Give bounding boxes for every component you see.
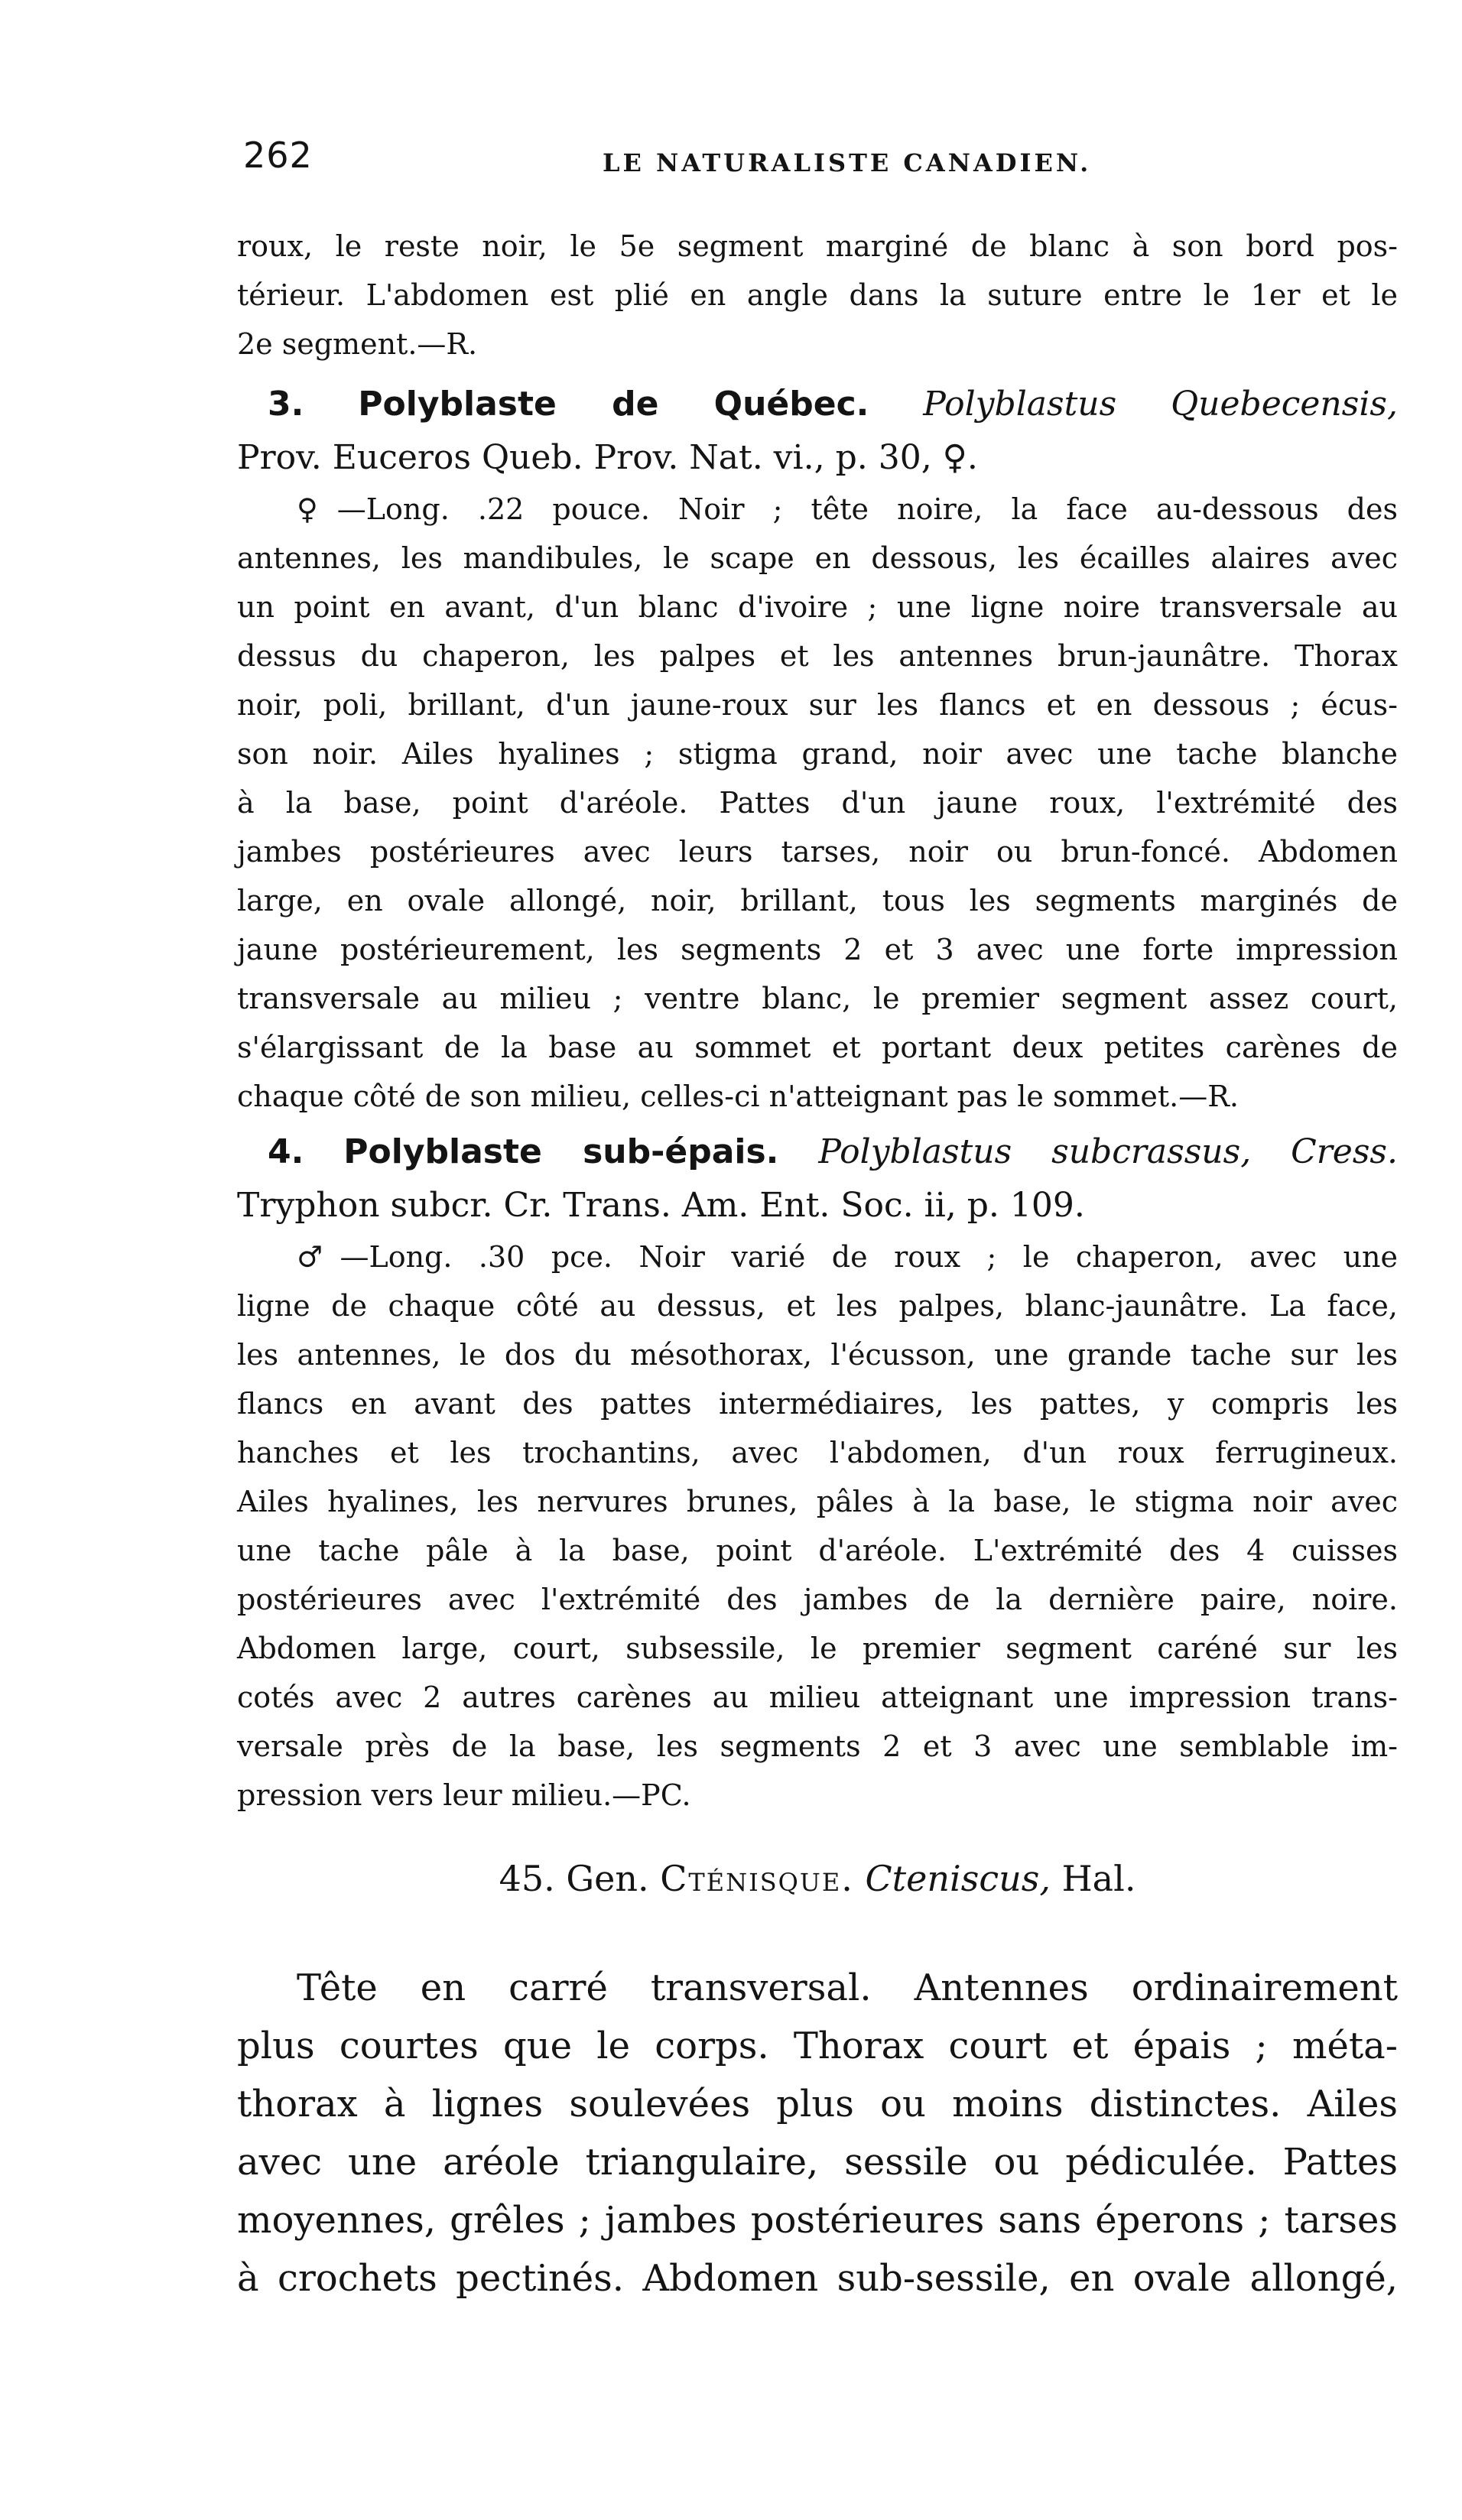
genus-heading-line — [237, 1858, 1398, 1899]
genus-number: 45. — [499, 1858, 555, 1899]
text-line: à crochets pectinés. Abdomen sub-sessile, en ovale allongé, — [237, 2257, 1398, 2300]
text-line: versale près de la base, les segments 2 et 3 avec une semblable im- — [237, 1729, 1398, 1763]
text-line: antennes, les mandibules, le scape en dessous, les écailles alaires avec — [237, 541, 1398, 575]
genus-french-name: Cténisque. — [660, 1858, 854, 1899]
species-synonymy: Prov. Euceros Queb. Prov. Nat. vi., p. 30, ♀. — [237, 438, 978, 477]
page-body — [237, 222, 1398, 2307]
text-line: jaune postérieurement, les segments 2 et 3 avec une forte impression — [237, 933, 1398, 966]
genus-word: Gen. — [566, 1858, 649, 1899]
page-number: 262 — [243, 135, 313, 176]
text-line: hanches et les trochantins, avec l'abdomen, d'un roux ferrugineux. — [237, 1436, 1398, 1469]
text-line: roux, le reste noir, le 5e segment marginé de blanc à son bord pos- — [237, 229, 1398, 263]
text-line: 2e segment.—R. — [237, 327, 478, 361]
species-entry-3 — [237, 378, 1398, 1121]
text-line: avec une aréole triangulaire, sessile ou pédiculée. Pattes — [237, 2141, 1398, 2184]
text-line: Abdomen large, court, subsessile, le premier segment caréné sur les — [237, 1632, 1398, 1665]
text-line: ligne de chaque côté au dessus, et les palpes, blanc-jaunâtre. La face, — [237, 1289, 1398, 1323]
text-line: son noir. Ailes hyalines ; stigma grand, noir avec une tache blanche — [237, 737, 1398, 771]
text-line: cotés avec 2 autres carènes au milieu atteignant une impression trans- — [237, 1681, 1398, 1714]
species-name: Polyblaste de Québec. — [358, 385, 869, 424]
text-line: une tache pâle à la base, point d'aréole. L'extrémité des 4 cuisses — [237, 1534, 1398, 1567]
genus-heading — [237, 1843, 1398, 1957]
page-header — [243, 135, 1390, 188]
text-line: noir, poli, brillant, d'un jaune-roux sur les flancs et en dessous ; écus- — [237, 688, 1398, 722]
text-line: chaque côté de son milieu, celles-ci n'atteignant pas le sommet.—R. — [237, 1080, 1239, 1113]
species-entry-4 — [237, 1125, 1398, 1820]
continuation-paragraph — [237, 222, 1398, 369]
genus-latin-name: Cteniscus, — [865, 1858, 1051, 1899]
species-synonymy: Tryphon subcr. Cr. Trans. Am. Ent. Soc. ii, p. 109. — [237, 1186, 1085, 1225]
species-latin-name: Polyblastus subcrassus, Cress. — [818, 1132, 1398, 1171]
text-line: dessus du chaperon, les palpes et les antennes brun-jaunâtre. Thorax — [237, 639, 1398, 673]
text-line: transversale au milieu ; ventre blanc, le premier segment assez court, — [237, 982, 1398, 1015]
species-number: 3. — [268, 385, 304, 424]
running-head: LE NATURALISTE CANADIEN. — [603, 148, 1092, 177]
species-latin-name: Polyblastus Quebecensis, — [923, 385, 1398, 424]
text-line: postérieures avec l'extrémité des jambes de la dernière paire, noire. — [237, 1583, 1398, 1616]
genus-author: Hal. — [1061, 1858, 1136, 1899]
text-line: Ailes hyalines, les nervures brunes, pâles à la base, le stigma noir avec — [237, 1485, 1398, 1518]
text-line: un point en avant, d'un blanc d'ivoire ; une ligne noire transversale au — [237, 590, 1398, 624]
text-line: ♀—Long. .22 pouce. Noir ; tête noire, la face au-dessous des — [297, 492, 1398, 526]
species-name: Polyblaste sub-épais. — [343, 1132, 779, 1171]
text-line: Tête en carré transversal. Antennes ordinairement — [297, 1966, 1398, 2009]
text-line: ♂—Long. .30 pce. Noir varié de roux ; le chaperon, avec une — [297, 1240, 1398, 1274]
text-line: jambes postérieures avec leurs tarses, noir ou brun-foncé. Abdomen — [237, 835, 1398, 869]
species-number: 4. — [268, 1132, 304, 1171]
text-line: à la base, point d'aréole. Pattes d'un jaune roux, l'extrémité des — [237, 786, 1398, 820]
text-line: moyennes, grêles ; jambes postérieures sans éperons ; tarses — [237, 2199, 1398, 2242]
text-line: térieur. L'abdomen est plié en angle dans la suture entre le 1er et le — [237, 278, 1398, 312]
text-line: pression vers leur milieu.—PC. — [237, 1778, 691, 1812]
text-line: plus courtes que le corps. Thorax court et épais ; méta- — [237, 2025, 1398, 2067]
text-line: les antennes, le dos du mésothorax, l'écusson, une grande tache sur les — [237, 1338, 1398, 1372]
species-heading — [237, 1125, 1398, 1179]
text-line: s'élargissant de la base au sommet et portant deux petites carènes de — [237, 1031, 1398, 1064]
text-line: flancs en avant des pattes intermédiaires, les pattes, y compris les — [237, 1387, 1398, 1421]
species-heading — [237, 378, 1398, 431]
text-line: thorax à lignes soulevées plus ou moins distinctes. Ailes — [237, 2083, 1398, 2125]
text-line: large, en ovale allongé, noir, brillant, tous les segments marginés de — [237, 884, 1398, 917]
genus-description — [237, 1959, 1398, 2307]
